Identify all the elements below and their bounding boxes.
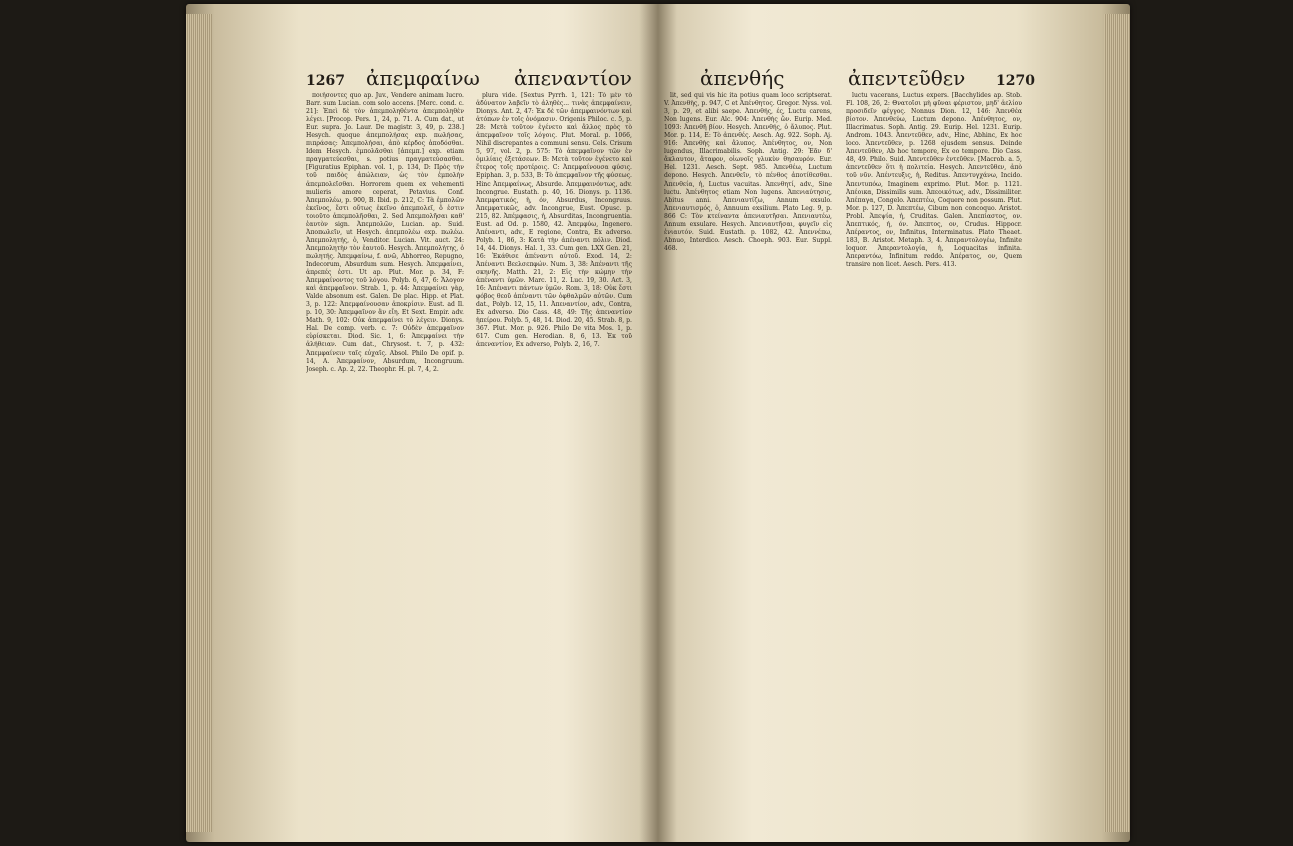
right-page-column-2 <box>846 92 1022 828</box>
left-page <box>300 62 635 832</box>
right-column-2-text: luctu vacerans, Luctus expers. [Bacchylides ap. Stob. Fl. 108, 26, 2: Θνατοῖσι μὴ φῦναι φέριστον, μηδ' ἀελίου προσιδεῖν φέγγος. Nonnus Dion. 12, 146: Ἀπενθέα βίοτον. Ἀπενθεύω, Luctum depono. Ἀπένθητος, ον, Illacrimatus. Soph. Antig. 29. Eurip. Hel. 1231. Eurip. Androm. 1043. Ἀπεντεῦθεν, adv., Hinc, Abhinc, Ex hoc loco. Ἀπεντεῦθεν, p. 1268 ejusdem sensus. Deinde Ἀπεντεῦθεν, Ab hoc tempore, Ex eo tempore. Dio Cass. 48, 49. Philo. Suid. Ἀπεντεῦθεν ἐντεῦθεν. [Macrob. a. 5, ἀπεντεῦθεν ὅτι ἡ πολιτεία. Hesych. Ἀπεντεῦθεν, ἀπὸ τοῦ νῦν. Ἀπέντευξις, ἡ, Reditus. Ἀπεντυγχάνω, Incido. Ἀπεντυπόω, Imaginem exprimo. Plut. Mor. p. 1121. Ἀπέοικα, Dissimilis sum. Ἀπεοικότως, adv., Dissimiliter. Ἀπέπαγα, Congelo. Ἀπεπτέω, Coquere non possum. Plut. Mor. p. 127, D. Ἀπεπτέω, Cibum non concoquo. Aristot. Probl. Ἀπεψία, ἡ, Cruditas. Galen. Ἀπεπίαστος, ον. Ἀπεπτικός, ή, όν. Ἀπεπτος, ον, Crudus. Hippocr. Ἀπέραντος, ον, Infinitus, Interminatus. Plato Theaet. 183, B. Aristot. Metaph. 3, 4. Ἀπεραντολογέω, Infinite loquor. Ἀπεραντολογία, ἡ, Loquacitas infinita. Ἀπεραντόω, Infinitum reddo. Ἀπέρατος, ον, Quem transire non licet. Aesch. Pers. 413. <box>846 92 1022 268</box>
right-headword-second: ἀπεντεῦθεν <box>848 66 966 90</box>
left-headword-second: ἀπεναντίον <box>514 66 632 90</box>
right-page-number: 1270 <box>996 73 1035 89</box>
right-page-edges <box>1104 14 1130 832</box>
left-page-column-2 <box>476 92 632 828</box>
left-headword-first: ἀπεμφαίνω <box>366 66 480 90</box>
left-page-number: 1267 <box>306 73 345 89</box>
left-page-column-1 <box>306 92 464 828</box>
left-page-edges <box>186 14 212 832</box>
right-column-1-text: lit, sed qui vis hic ita potius quam loco scriptserat. V. Ἀπενθὴς, p. 947, C et Ἀπένθητος. Gregor. Nyss. vol. 3, p. 29, et alibi saepe. Ἀπενθής, ές, Luctu carens, Non lugens. Eur. Alc. 904: Ἀπενθὴς ὤν. Eurip. Med. 1093: Ἀπενθῆ βίον. Hesych. Ἀπενθής, ὁ ἄλυπος. Plut. Mor. p. 114, E: Τὸ ἀπενθές. Aesch. Ag. 922. Soph. Aj. 916: Ἀπενθὴς καὶ ἄλυπος. Ἀπένθητος, ον, Non lugendus, Illacrimabilis. Soph. Antig. 29: Ἐᾶν δ' ἄκλαυτον, ἄταφον, οἰωνοῖς γλυκὺν θησαυρόν. Eur. Hel. 1231. Aesch. Sept. 985. Ἀπενθέω, Luctum depono. Hesych. Ἀπενθεῖν, τὸ πένθος ἀποτίθεσθαι. Ἀπενθεία, ἡ, Luctus vacuitas. Ἀπενθητί, adv., Sine luctu. Ἀπένθητος etiam Non lugens. Ἀπενιαύτησις, Abitus anni. Ἀπενιαυτίζω, Annum exsulo. Ἀπενιαυτισμός, ὁ, Annuum exsilium. Plato Leg. 9, p. 866 C: Τὸν κτείναντα ἀπενιαυτῆσαι. Ἀπενιαυτέω, Annum exsulare. Hesych. Ἀπενιαυτῆσαι, φυγεῖν εἰς ἐνιαυτόν. Suid. Eustath. p. 1082, 42. Ἀπεννέπω, Abnuo, Interdico. Aesch. Choeph. 903. Eur. Suppl. 468. <box>664 92 832 252</box>
right-headword-first: ἀπενθής <box>700 66 785 90</box>
left-column-2-text: plura vide. [Sextus Pyrrh. 1, 121: Τὸ μὲν τὸ ἀδύνατον λαβεῖν τὸ ἀληθὲς... τινὰς ἀπεμφαίνειν, Dionys. Ant. 2, 47: Ἐκ δὲ τῶν ἀπεμφαινόντων καὶ ἀτόπων ἐν τοῖς ὀνόμασιν. Origenis Philoc. c. 5, p. 28: Μετὰ τοῦτον ἐγένετο καὶ ἄλλος πρὸς τὸ ἀπεμφαῖνον τοῖς λόγοις. Plut. Moral. p. 1066, Nihil discrepantes a communi sensu. Cels. Crisum 5, 97, vol. 2, p. 575: Τὸ ἀπεμφαῖνον τῶν ἐν ὁμιλίαις ἐξετάσεων. B: Μετὰ τοῦτον ἐγένετο καὶ ἕτερος τοῖς προτέροις. C: Ἀπεμφαίνουσα φύσις. Epiphan. 3, p. 533, B: Τὸ ἀπεμφαῖνον τῆς φύσεως. Hinc Ἀπεμφαίνως, Absurde. Ἀπεμφαινόντως, adv. Incongrue. Eustath. p. 40, 16. Dionys. p. 1136. Ἀπεμφατικός, ἡ, όν, Absurdus, Incongruus. Ἀπεμφατικῶς, adv. Incongrue, Eust. Opusc. p. 215, 82. Ἀπέμφασις, ἡ, Absurditas, Incongruentia. Eust. ad Od. p. 1580, 42. Ἀπεμφύω, Ingenero. Ἀπέναντι, adv., E regione, Contra, Ex adverso. Polyb. 1, 86, 3: Κατὰ τὴν ἀπέναντι πόλιν. Diod. 14, 44. Dionys. Hal. 1, 33. Cum gen. LXX Gen. 21, 16: Ἐκάθισε ἀπέναντι αὐτοῦ. Exod. 14, 2: Ἀπέναντι Βεελσεπφών. Num. 3, 38: Ἀπέναντι τῆς σκηνῆς. Matth. 21, 2: Εἰς τὴν κώμην τὴν ἀπέναντι ὑμῶν. Marc. 11, 2. Luc. 19, 30. Act. 3, 16: Ἀπέναντι πάντων ὑμῶν. Rom. 3, 18: Οὐκ ἔστι φόβος θεοῦ ἀπέναντι τῶν ὀφθαλμῶν αὐτῶν. Cum dat., Polyb. 12, 15, 11. Ἀπεναντίον, adv., Contra, Ex adverso. Dio Cass. 48, 49: Τῆς ἀπεναντίον ἠπείρου. Polyb. 5, 48, 14. Diod. 20, 45. Strab. 8, p. 367. Plut. Mor. p. 926. Philo De vita Mos. 1, p. 617. Cum gen. Herodian. 8, 6, 13. Ἐκ τοῦ ἀπεναντίον, Ex adverso, Polyb. 2, 16, 7. <box>476 92 632 349</box>
right-page <box>660 62 1032 832</box>
left-column-1-text: ποιήσοντες quo ap. Juv., Vendere animam lucro. Barr. sum Lucian. com solo accens. [Merc. cond. c. 21]: Ἐπεὶ δὲ τὸν ἀπεμποληθέντα ἀπεμποληθὲν λέγει. [Procop. Pers. 1, 24, p. 71. A. Cum dat., ut Eur. supra. Jo. Laur. De magistr. 3, 49, p. 238.] Hesych. quoque ἀπεμπολήσας exp. πωλήσας, πιπράσας: Ἀπεμπολήσαι, ἀπὸ κέρδος ἀποδόσθαι. Idem Hesych. ἐμπολᾶσθαι [ἀπεμπ.] exp. etiam πραγματεύεσθαι, s. potius πραγματεύσασθαι. [Figuratius Epiphan. vol. 1, p. 134, D: Πρὸς τὴν τοῦ παιδὸς ἀπώλειαν, ὡς τὸν ἐμπολὴν ἀπεμπολεῖσθαι. Horrorem quem ex vehementi mulieris amore ceperat, Petavius. Conf. Ἀπεμπολέω, p. 900, B. Ibid. p. 212, C: Τὰ ἐμπολῶν ἐκεῖνος, ἔστι οὔτως ἐκεῖνο ἀπεμπολεῖ, ὅ ἐστιν τοιοῦτο ἀπεμπολῆσθαι, 2. Sed Ἀπεμπολῆσαι καθ' ἑαυτὸν sign. Ἀπεμπολῶν, Lucian. ap. Suid. Ἀποπωλεῖν, ut Hesych. ἀπεμπολέω exp. πωλέω. Ἀπεμπολητής, ὁ, Venditor. Lucian. Vit. auct. 24: Ἀπεμπολητὴν τὸν ἑαυτοῦ. Hesych. Ἀπεμπολήτης, ὁ πωλητής. Ἀπεμφαίνω, f. ανῶ, Abhorreo, Repugno, Indecorum, Absurdum sum. Hesych. Ἀπεμφαίνει, ἀπρεπές ἐστι. Ut ap. Plut. Mor. p. 34, F: Ἀπεμφαίνοντος τοῦ λόγου. Polyb. 6, 47, 6: Ἄλογον καὶ ἀπεμφαῖνον. Strab. 1, p. 44: Ἀπεμφαίνει γὰρ, Valde absonum est. Galen. De plac. Hipp. et Plat. 3, p. 122: Ἀπεμφαίνουσαν ἀποκρίσιν. Eust. ad Il. p. 10, 30: Ἀπεμφαῖνον ἂν εἴη. Et Sext. Empir. adv. Math. 9, 102: Οὐκ ἀπεμφαίνει τὸ λέγειν. Dionys. Hal. De comp. verb. c. 7: Οὐδὲν ἀπεμφαῖνον εὑρίσκεται. Diod. Sic. 1, 6: Ἀπεμφαίνει τὴν ἀλήθειαν. Cum dat., Chrysost. t. 7, p. 432: Ἀπεμφαίνειν ταῖς εὐχαῖς. Absol. Philo De opif. p. 14, A. Ἀπεμφαίνον, Absurdum, Incongruum. Joseph. c. Ap. 2, 22. Theophr. H. pl. 7, 4, 2. <box>306 92 464 373</box>
right-page-column-1 <box>664 92 832 828</box>
